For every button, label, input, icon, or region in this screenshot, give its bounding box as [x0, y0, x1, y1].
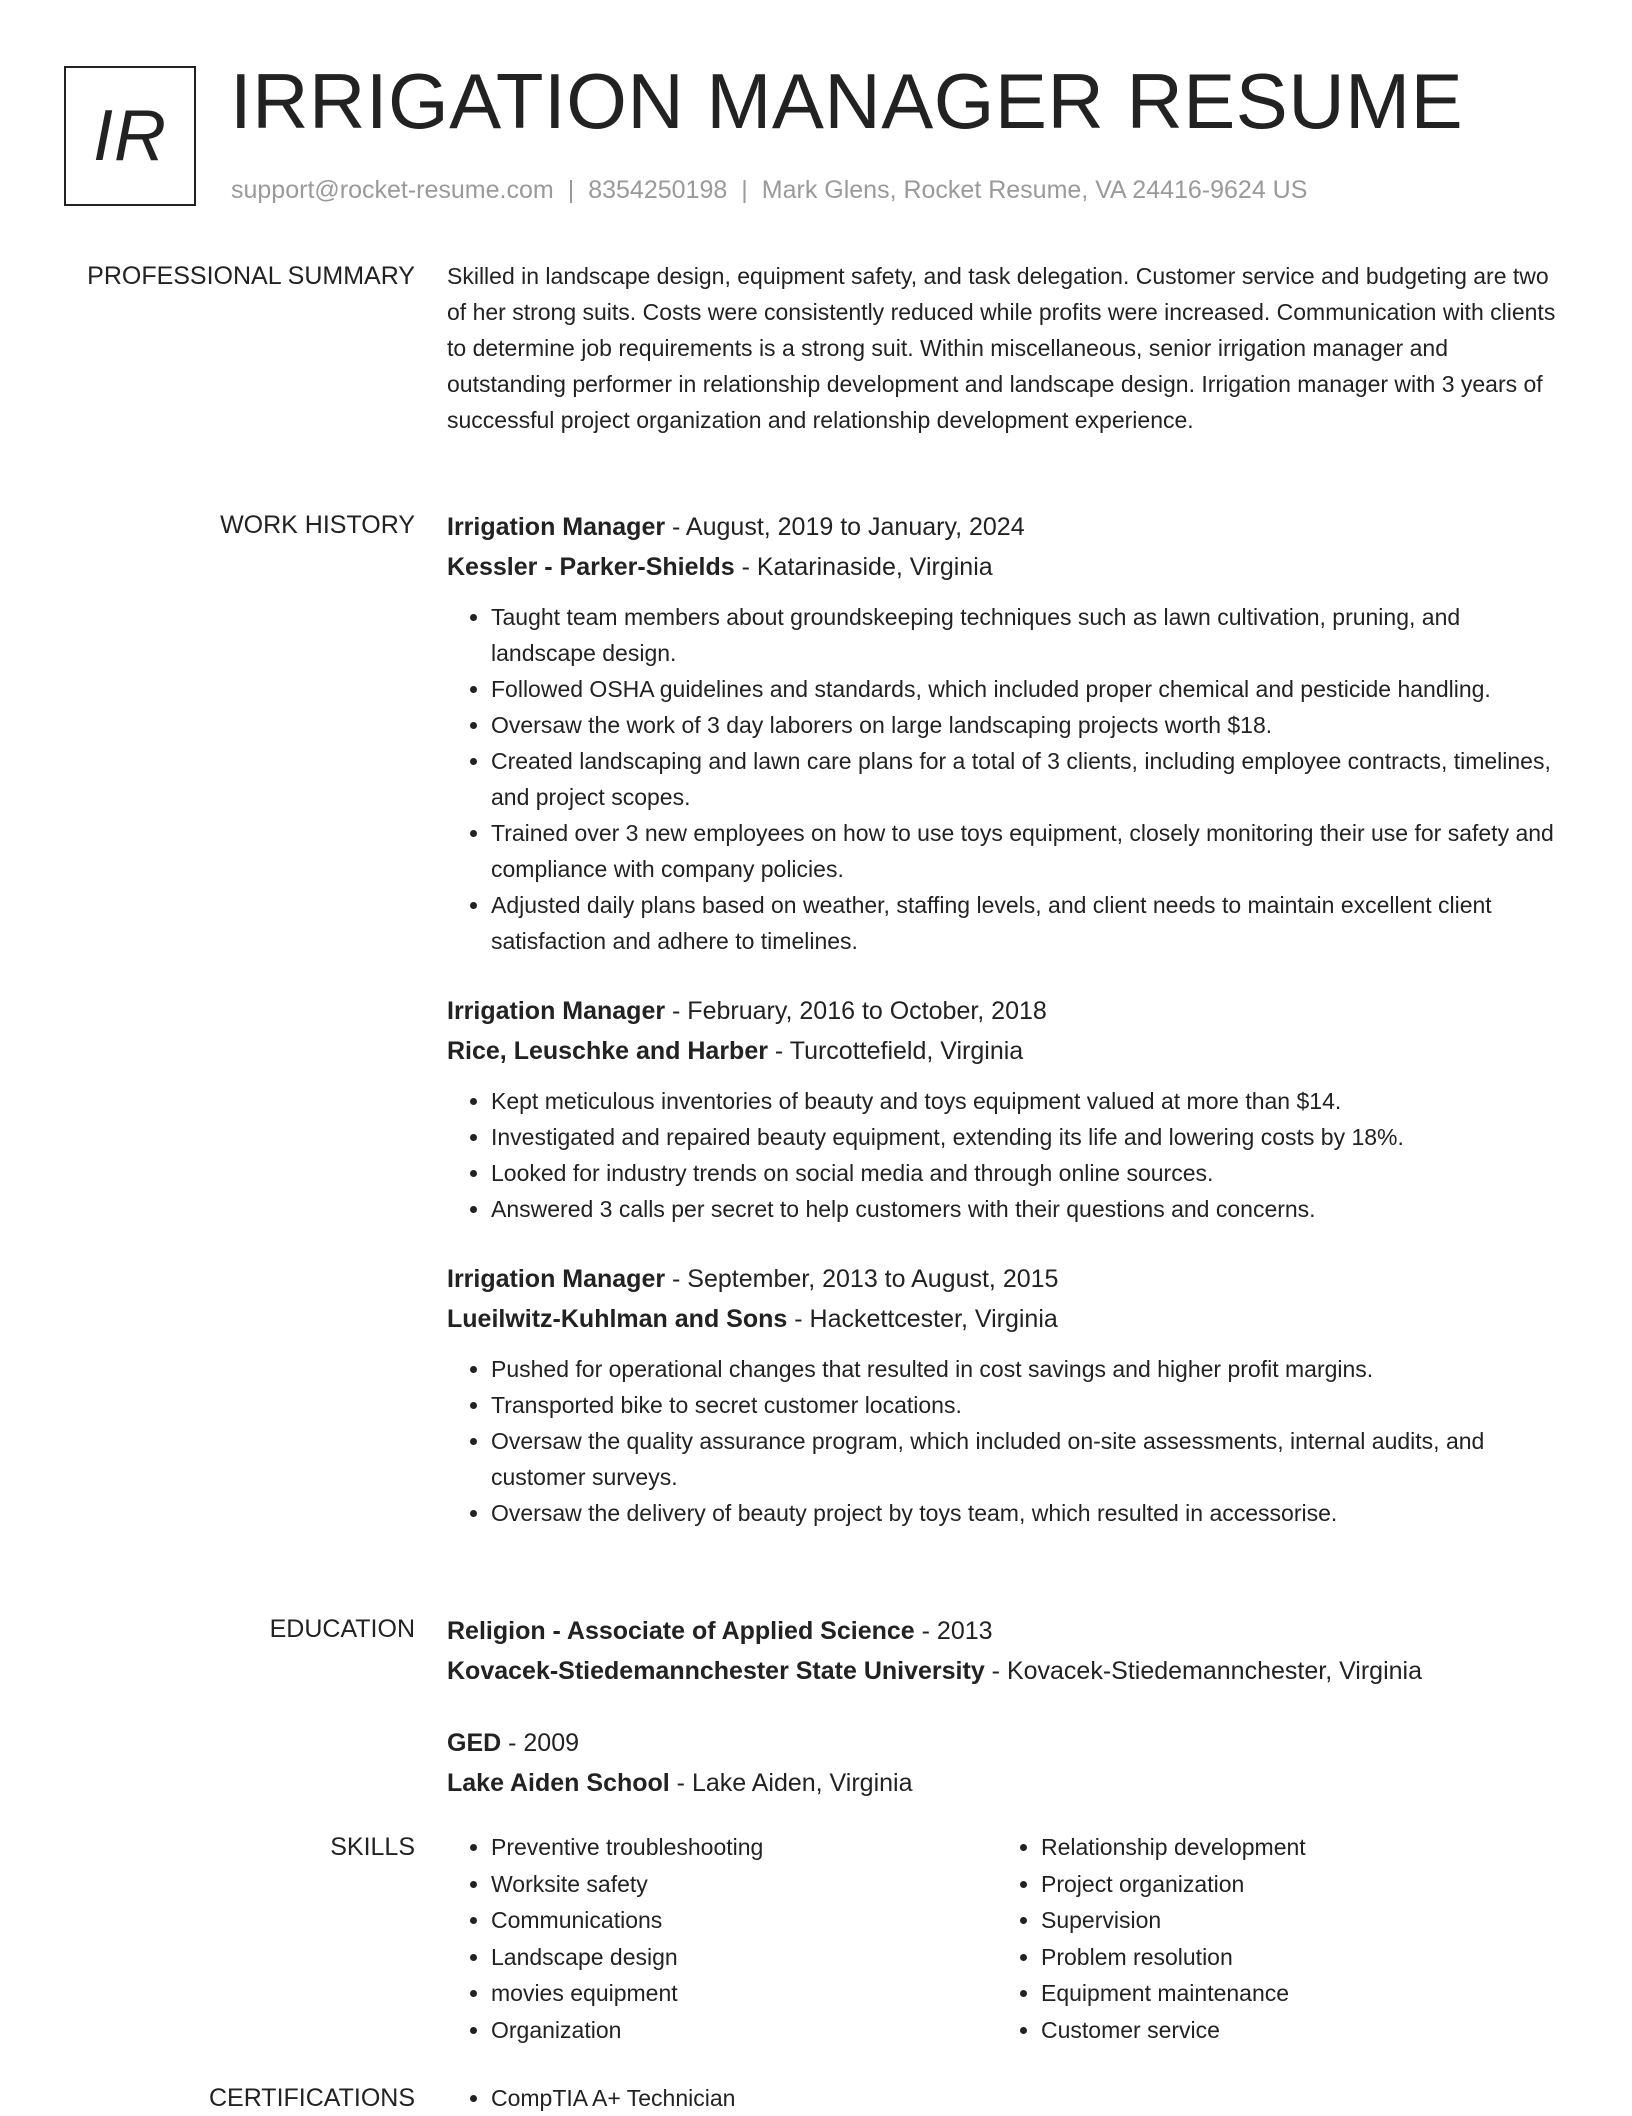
job-company: Kessler - Parker-Shields	[447, 553, 735, 581]
job-location: - Katarinaside, Virginia	[734, 553, 993, 581]
job-bullet: • Looked for industry trends on social media and through online sources.	[491, 1155, 1567, 1191]
education-location: - Lake Aiden, Virginia	[669, 1769, 913, 1797]
job-title: Irrigation Manager	[447, 997, 666, 1025]
skill-item: • Relationship development	[1041, 1829, 1547, 1866]
contact-separator: |	[567, 176, 575, 204]
job-title-line	[447, 1259, 1567, 1299]
education-school: Kovacek-Stiedemannchester State University	[447, 1657, 985, 1685]
education-degree: GED	[447, 1729, 502, 1757]
education-school-line	[447, 1763, 1567, 1803]
section-label-education: EDUCATION	[269, 1615, 415, 1643]
section-label-certifications: CERTIFICATIONS	[208, 2084, 415, 2112]
job-bullet: • Taught team members about groundskeeping techniques such as lawn cultivation, pruning, and landscape design.	[491, 599, 1567, 671]
skills-body	[447, 1829, 1567, 2048]
job-company-line	[447, 547, 1567, 587]
education-degree-line	[447, 1723, 1567, 1763]
education-entry	[447, 1611, 1567, 1691]
contact-email: support@rocket-resume.com	[231, 176, 554, 204]
job-bullet: • Kept meticulous inventories of beauty and toys equipment valued at more than $14.	[491, 1083, 1567, 1119]
skill-item: • Preventive troubleshooting	[491, 1829, 997, 1866]
job-bullet: • Trained over 3 new employees on how to use toys equipment, closely monitoring their use for safety and compliance with company policies.	[491, 815, 1567, 887]
job-title-line	[447, 991, 1567, 1031]
certifications-body	[447, 2080, 1567, 2116]
education-location: - Kovacek-Stiedemannchester, Virginia	[984, 1657, 1423, 1685]
education-school: Lake Aiden School	[447, 1769, 670, 1797]
education-body	[447, 1611, 1567, 1835]
job-dates: - February, 2016 to October, 2018	[665, 997, 1047, 1025]
education-year: - 2009	[501, 1729, 580, 1757]
job-bullets	[447, 599, 1567, 959]
summary-body	[447, 258, 1567, 438]
job-bullet: • Oversaw the work of 3 day laborers on large landscaping projects worth $18.	[491, 707, 1567, 743]
job-location: - Hackettcester, Virginia	[787, 1305, 1058, 1333]
job-bullet: • Oversaw the delivery of beauty project by toys team, which resulted in accessorise.	[491, 1495, 1567, 1531]
skill-item: • movies equipment	[491, 1975, 997, 2012]
job-company: Lueilwitz-Kuhlman and Sons	[447, 1305, 788, 1333]
skill-item: • Equipment maintenance	[1041, 1975, 1547, 2012]
job-bullet: • Transported bike to secret customer locations.	[491, 1387, 1567, 1423]
education-school-line	[447, 1651, 1567, 1691]
skill-item: • Supervision	[1041, 1902, 1547, 1939]
page-title: IRRIGATION MANAGER RESUME	[230, 57, 1464, 145]
job-entry	[447, 991, 1567, 1227]
job-entry	[447, 1259, 1567, 1531]
section-label-summary: PROFESSIONAL SUMMARY	[87, 262, 415, 290]
summary-text: Skilled in landscape design, equipment safety, and task delegation. Customer service and budgeting are two of her strong suits. Costs were consistently reduced while profits were increased. Communication with clients to determine job requirements is a strong suit. Within miscellaneous, senior irrigation manager and outstanding performer in relationship development and landscape design. Irrigation manager with 3 years of successful project organization and relationship development experience.	[447, 263, 1556, 433]
skill-item: • Communications	[491, 1902, 997, 1939]
section-label-skills: SKILLS	[330, 1833, 415, 1861]
job-title: Irrigation Manager	[447, 1265, 666, 1293]
section-label-work-history: WORK HISTORY	[220, 511, 415, 539]
education-year: - 2013	[914, 1617, 993, 1645]
skill-item: • Problem resolution	[1041, 1939, 1547, 1976]
job-bullets	[447, 1083, 1567, 1227]
certifications-list	[447, 2080, 1567, 2116]
job-bullet: • Investigated and repaired beauty equipment, extending its life and lowering costs by 18%.	[491, 1119, 1567, 1155]
job-bullet: • Oversaw the quality assurance program, which included on-site assessments, internal audits, and customer surveys.	[491, 1423, 1567, 1495]
skills-list-right	[997, 1829, 1547, 2048]
skill-item: • Project organization	[1041, 1866, 1547, 1903]
job-title-line	[447, 507, 1567, 547]
job-bullet: • Created landscaping and lawn care plans for a total of 3 clients, including employee contracts, timelines, and project scopes.	[491, 743, 1567, 815]
contact-separator: |	[741, 176, 748, 204]
job-bullet: • Adjusted daily plans based on weather, staffing levels, and client needs to maintain excellent client satisfaction and adhere to timelines.	[491, 887, 1567, 959]
education-entry	[447, 1723, 1567, 1803]
contact-address: Mark Glens, Rocket Resume, VA 24416-9624 US	[761, 176, 1308, 204]
job-dates: - August, 2019 to January, 2024	[665, 513, 1025, 541]
skill-item: • Organization	[491, 2012, 997, 2049]
job-location: - Turcottefield, Virginia	[767, 1037, 1024, 1065]
job-bullet: • Followed OSHA guidelines and standards, which included proper chemical and pesticide handling.	[491, 671, 1567, 707]
job-company: Rice, Leuschke and Harber	[447, 1037, 768, 1065]
education-degree-line	[447, 1611, 1567, 1651]
skill-item: • Landscape design	[491, 1939, 997, 1976]
job-company-line	[447, 1299, 1567, 1339]
skill-item: • Customer service	[1041, 2012, 1547, 2049]
contact-line	[231, 174, 1307, 206]
job-company-line	[447, 1031, 1567, 1071]
education-degree: Religion - Associate of Applied Science	[447, 1617, 915, 1645]
job-bullet: • Answered 3 calls per secret to help customers with their questions and concerns.	[491, 1191, 1567, 1227]
job-bullets	[447, 1351, 1567, 1531]
skills-list-left	[447, 1829, 997, 2048]
contact-phone: 8354250198	[588, 176, 728, 204]
job-entry	[447, 507, 1567, 959]
job-bullet: • Pushed for operational changes that resulted in cost savings and higher profit margins.	[491, 1351, 1567, 1387]
certification-item: • CompTIA A+ Technician	[491, 2080, 1567, 2116]
monogram-logo: IR	[64, 66, 196, 206]
skill-item: • Worksite safety	[491, 1866, 997, 1903]
job-title: Irrigation Manager	[447, 513, 666, 541]
job-dates: - September, 2013 to August, 2015	[665, 1265, 1059, 1293]
work-history-body	[447, 507, 1567, 1563]
